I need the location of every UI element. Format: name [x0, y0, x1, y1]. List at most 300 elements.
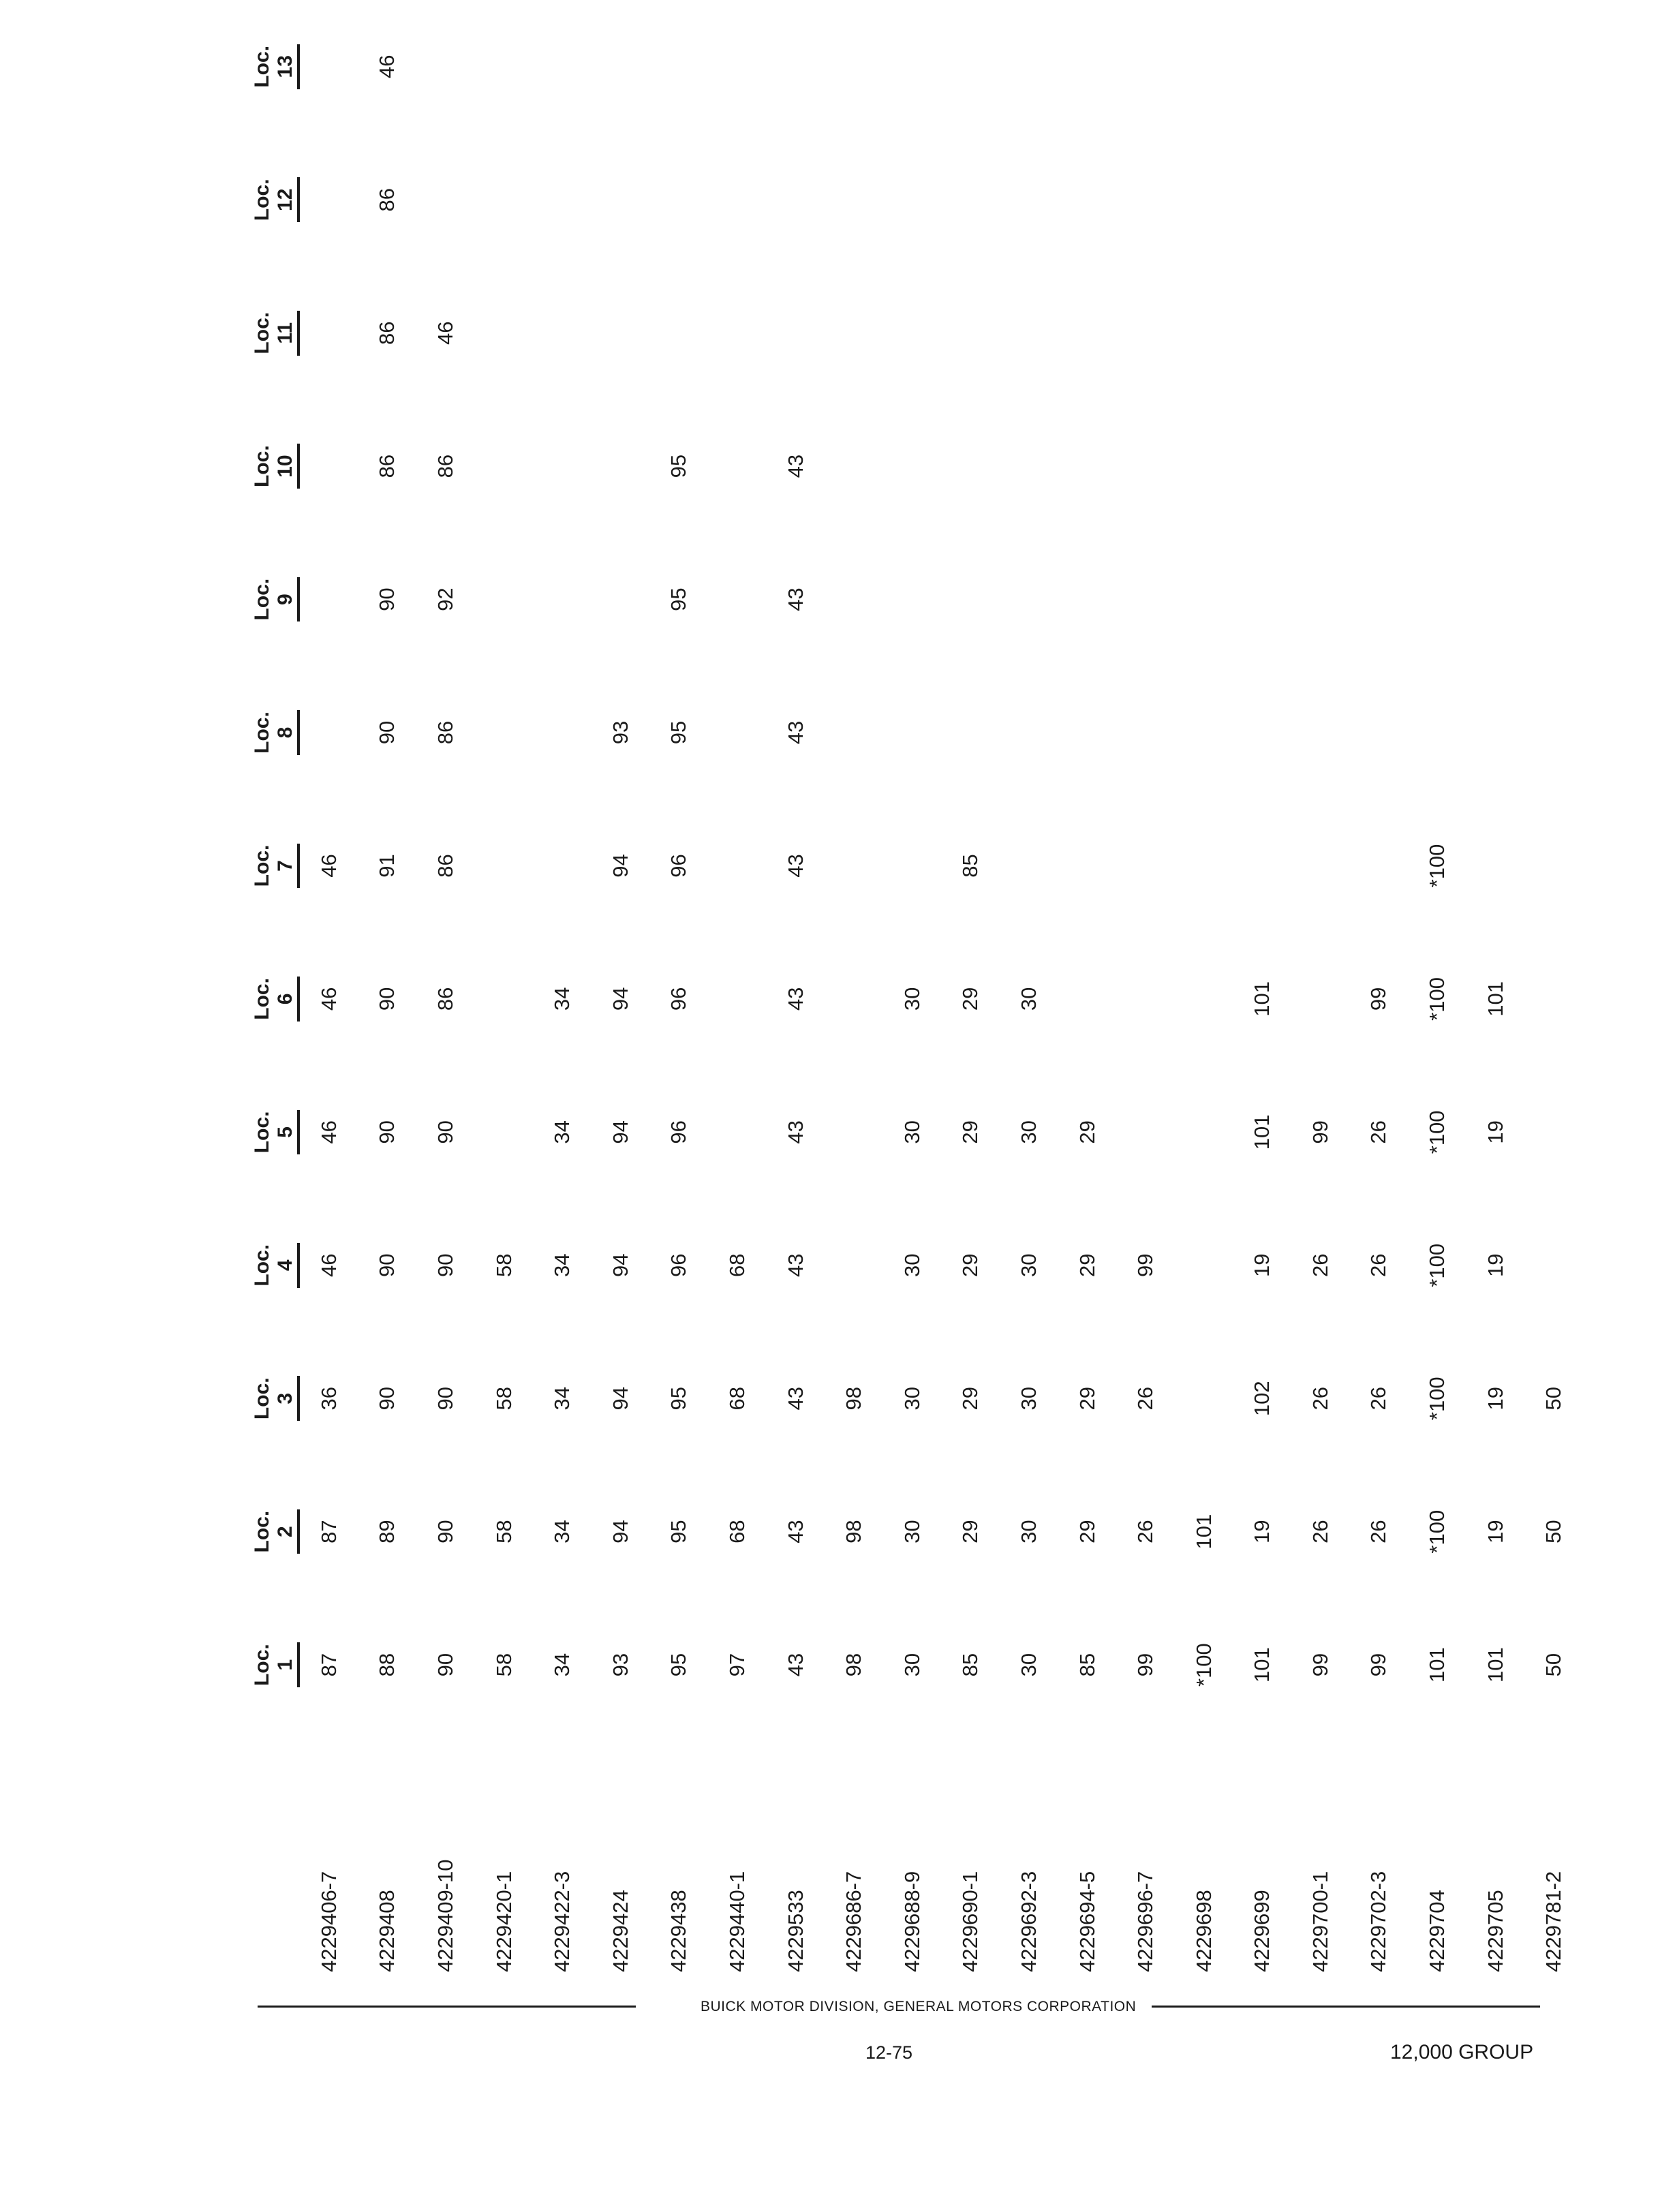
- location-value-cell: 19: [1250, 1253, 1274, 1278]
- location-value-cell: 30: [1016, 1253, 1041, 1278]
- part-number-cell: 4229690-1: [958, 1871, 983, 1972]
- location-value-cell: 87: [316, 1520, 341, 1543]
- location-value-cell: [1350, 134, 1409, 266]
- table-row: [1000, 0, 1058, 1976]
- location-value-cell: [533, 134, 591, 266]
- location-value-cell: [942, 0, 1000, 134]
- loc-header-5: [198, 1066, 300, 1199]
- location-value-cell: 95: [666, 587, 691, 611]
- location-value-cell: [708, 799, 767, 932]
- location-value-cell: 19: [1483, 1253, 1507, 1278]
- location-value-cell: 95: [666, 1386, 691, 1411]
- location-value-cell: [475, 266, 534, 399]
- location-value-cell: 101: [1250, 981, 1274, 1017]
- location-value-cell: 29: [1075, 1120, 1099, 1144]
- location-value-cell: 93: [608, 1653, 632, 1677]
- location-value-cell: [767, 266, 825, 399]
- location-value-cell: 101: [1483, 1647, 1507, 1683]
- location-value-cell: 29: [1075, 1520, 1099, 1543]
- table-row: [416, 0, 475, 1976]
- location-value-cell: 43: [783, 1520, 808, 1543]
- part-number-cell: 4229686-7: [842, 1871, 866, 1972]
- location-value-cell: 95: [666, 720, 691, 745]
- location-value-cell: [708, 399, 767, 532]
- table-row: [1291, 0, 1350, 1976]
- location-value-cell: 30: [1016, 1120, 1041, 1144]
- location-value-cell: [650, 266, 709, 399]
- loc-header-13: [198, 0, 300, 134]
- group-label: 12,000 GROUP: [1390, 2041, 1534, 2063]
- part-number-cell: 4229408: [375, 1890, 399, 1972]
- loc-header-label: Loc.: [251, 1510, 273, 1553]
- location-value-cell: [1175, 666, 1233, 799]
- location-value-cell: 96: [666, 1120, 691, 1144]
- location-value-cell: 30: [900, 1520, 924, 1543]
- location-value-cell: 29: [1075, 1386, 1099, 1411]
- loc-header-number: 6: [274, 993, 296, 1005]
- location-value-cell: [475, 134, 534, 266]
- location-value-cell: 43: [783, 587, 808, 611]
- location-value-cell: [1291, 134, 1350, 266]
- location-value-cell: [1350, 799, 1409, 932]
- location-value-cell: 93: [608, 720, 632, 745]
- loc-header-label: Loc.: [251, 978, 273, 1020]
- location-value-cell: [650, 0, 709, 134]
- location-value-cell: 89: [375, 1520, 399, 1543]
- location-value-cell: 102: [1250, 1381, 1274, 1417]
- table-row: [708, 0, 767, 1976]
- loc-header-label: Loc.: [251, 711, 273, 754]
- location-value-cell: [1350, 266, 1409, 399]
- parts-location-table: [198, 0, 1583, 1976]
- part-number-cell: 4229705: [1483, 1890, 1507, 1972]
- loc-header-4: [198, 1199, 300, 1332]
- location-value-cell: [533, 533, 591, 666]
- location-value-cell: 101: [1250, 1114, 1274, 1150]
- location-value-cell: [1524, 1199, 1583, 1332]
- location-value-cell: 34: [550, 1520, 574, 1543]
- location-value-cell: [1524, 134, 1583, 266]
- location-value-cell: 43: [783, 454, 808, 478]
- location-value-cell: 26: [1133, 1520, 1158, 1543]
- part-number-header-blank: [198, 1732, 300, 1976]
- loc-header-number: 11: [274, 322, 296, 344]
- location-value-cell: 94: [608, 854, 632, 878]
- loc-header-number: 7: [274, 860, 296, 872]
- location-value-cell: [650, 134, 709, 266]
- location-value-cell: [1291, 799, 1350, 932]
- location-value-cell: 95: [666, 1520, 691, 1543]
- table-row: [883, 0, 942, 1976]
- location-value-cell: [1350, 533, 1409, 666]
- location-value-cell: 30: [900, 1253, 924, 1278]
- page-number: 12-75: [865, 2042, 913, 2063]
- location-value-cell: [300, 666, 358, 799]
- location-value-cell: [1408, 399, 1466, 532]
- location-value-cell: [1058, 134, 1117, 266]
- location-value-cell: [883, 134, 942, 266]
- location-value-cell: [1291, 399, 1350, 532]
- location-value-cell: 26: [1366, 1253, 1391, 1278]
- location-value-cell: 30: [1016, 1386, 1041, 1411]
- location-value-cell: [1233, 134, 1292, 266]
- location-value-cell: [1000, 666, 1058, 799]
- location-value-cell: 43: [783, 854, 808, 878]
- location-value-cell: [708, 0, 767, 134]
- location-value-cell: [591, 399, 650, 532]
- location-value-cell: 43: [783, 1253, 808, 1278]
- loc-header-2: [198, 1465, 300, 1598]
- location-value-cell: 30: [900, 987, 924, 1011]
- location-value-cell: [1000, 533, 1058, 666]
- loc-header-11: [198, 266, 300, 399]
- location-value-cell: 92: [433, 587, 457, 611]
- location-value-cell: [1350, 399, 1409, 532]
- location-value-cell: [1466, 134, 1525, 266]
- location-value-cell: [1524, 932, 1583, 1065]
- part-number-cell: 4229438: [666, 1890, 691, 1972]
- location-value-cell: [416, 134, 475, 266]
- loc-header-number: 4: [274, 1259, 296, 1272]
- location-value-cell: *100: [1425, 1110, 1449, 1154]
- footer-rule-right: [1152, 2006, 1540, 2008]
- location-value-cell: 58: [491, 1653, 516, 1677]
- table-row: [1175, 0, 1233, 1976]
- location-value-cell: [1175, 1066, 1233, 1199]
- location-value-cell: [475, 0, 534, 134]
- location-value-cell: 50: [1541, 1653, 1566, 1677]
- location-value-cell: 101: [1250, 1647, 1274, 1683]
- location-value-cell: [1058, 0, 1117, 134]
- location-value-cell: [475, 932, 534, 1065]
- location-value-cell: [708, 533, 767, 666]
- location-value-cell: [1116, 932, 1175, 1065]
- location-value-cell: [533, 0, 591, 134]
- location-value-cell: 97: [724, 1653, 749, 1677]
- location-value-cell: [883, 0, 942, 134]
- location-value-cell: 43: [783, 720, 808, 745]
- location-value-cell: [1175, 932, 1233, 1065]
- location-value-cell: [1000, 799, 1058, 932]
- location-value-cell: 85: [958, 854, 983, 878]
- location-value-cell: [1116, 266, 1175, 399]
- location-value-cell: 46: [316, 1120, 341, 1144]
- location-value-cell: [708, 666, 767, 799]
- location-value-cell: [533, 799, 591, 932]
- location-value-cell: [1175, 0, 1233, 134]
- location-value-cell: 98: [842, 1386, 866, 1411]
- location-value-cell: [1058, 932, 1117, 1065]
- location-value-cell: 30: [900, 1386, 924, 1411]
- location-value-cell: 34: [550, 1120, 574, 1144]
- location-value-cell: [591, 0, 650, 134]
- location-value-cell: [883, 666, 942, 799]
- location-value-cell: 43: [783, 1120, 808, 1144]
- location-value-cell: [533, 666, 591, 799]
- location-value-cell: 101: [1425, 1647, 1449, 1683]
- loc-header-number: 2: [274, 1526, 296, 1538]
- loc-header-number: 13: [274, 55, 296, 78]
- location-value-cell: [825, 533, 883, 666]
- location-value-cell: [825, 932, 883, 1065]
- location-value-cell: [1175, 134, 1233, 266]
- location-value-cell: 90: [433, 1120, 457, 1144]
- location-value-cell: [942, 533, 1000, 666]
- location-value-cell: 29: [958, 1520, 983, 1543]
- location-value-cell: [1116, 666, 1175, 799]
- location-value-cell: [591, 134, 650, 266]
- location-value-cell: 46: [316, 1253, 341, 1278]
- location-value-cell: 29: [1075, 1253, 1099, 1278]
- location-value-cell: [825, 134, 883, 266]
- location-value-cell: [300, 0, 358, 134]
- location-value-cell: 94: [608, 1520, 632, 1543]
- location-value-cell: [1233, 0, 1292, 134]
- location-value-cell: 50: [1541, 1520, 1566, 1543]
- location-value-cell: 34: [550, 1653, 574, 1677]
- location-value-cell: [1524, 0, 1583, 134]
- location-value-cell: [1175, 1199, 1233, 1332]
- location-value-cell: [825, 799, 883, 932]
- location-value-cell: 26: [1308, 1520, 1332, 1543]
- table-row: [942, 0, 1000, 1976]
- location-value-cell: [475, 799, 534, 932]
- location-value-cell: [1466, 266, 1525, 399]
- location-value-cell: [1466, 799, 1525, 932]
- loc-header-label: Loc.: [251, 1111, 273, 1154]
- location-value-cell: 58: [491, 1520, 516, 1543]
- location-value-cell: 90: [375, 987, 399, 1011]
- location-value-cell: [1408, 533, 1466, 666]
- location-value-cell: 36: [316, 1386, 341, 1411]
- location-value-cell: 99: [1308, 1120, 1332, 1144]
- location-value-cell: [1466, 533, 1525, 666]
- location-value-cell: [475, 533, 534, 666]
- location-value-cell: 90: [375, 1253, 399, 1278]
- location-value-cell: [533, 399, 591, 532]
- location-value-cell: 29: [958, 987, 983, 1011]
- location-value-cell: [1116, 1066, 1175, 1199]
- location-value-cell: [1233, 799, 1292, 932]
- location-value-cell: 30: [1016, 1653, 1041, 1677]
- location-value-cell: *100: [1425, 1243, 1449, 1287]
- location-value-cell: [1233, 399, 1292, 532]
- location-value-cell: [1000, 0, 1058, 134]
- location-value-cell: [1524, 666, 1583, 799]
- location-value-cell: [1524, 1066, 1583, 1199]
- location-value-cell: [825, 0, 883, 134]
- location-value-cell: 101: [1191, 1514, 1216, 1550]
- table-row: [1350, 0, 1409, 1976]
- location-value-cell: 30: [1016, 1520, 1041, 1543]
- location-value-cell: 30: [1016, 987, 1041, 1011]
- location-value-cell: [1524, 799, 1583, 932]
- location-value-cell: [1350, 666, 1409, 799]
- location-value-cell: 94: [608, 1386, 632, 1411]
- part-number-cell: 4229440-1: [724, 1871, 749, 1972]
- location-value-cell: [883, 399, 942, 532]
- location-value-cell: 29: [958, 1120, 983, 1144]
- location-value-cell: 96: [666, 854, 691, 878]
- location-value-cell: [1058, 533, 1117, 666]
- table-row: [533, 0, 591, 1976]
- loc-header-label: Loc.: [251, 1644, 273, 1686]
- location-value-cell: [1175, 1332, 1233, 1465]
- part-number-cell: 4229781-2: [1541, 1871, 1566, 1972]
- location-value-cell: 30: [900, 1653, 924, 1677]
- part-number-cell: 4229422-3: [550, 1871, 574, 1972]
- location-value-cell: 98: [842, 1653, 866, 1677]
- location-value-cell: [1524, 533, 1583, 666]
- location-value-cell: 43: [783, 987, 808, 1011]
- location-value-cell: [300, 399, 358, 532]
- location-value-cell: [1175, 799, 1233, 932]
- location-value-cell: [1058, 666, 1117, 799]
- location-value-cell: *100: [1191, 1643, 1216, 1687]
- loc-header-label: Loc.: [251, 1244, 273, 1287]
- loc-header-label: Loc.: [251, 179, 273, 221]
- location-value-cell: [1466, 399, 1525, 532]
- location-value-cell: [1175, 399, 1233, 532]
- table-row: [1408, 0, 1466, 1976]
- location-value-cell: 86: [375, 454, 399, 478]
- loc-header-label: Loc.: [251, 844, 273, 887]
- location-value-cell: [300, 533, 358, 666]
- location-value-cell: 90: [375, 1120, 399, 1144]
- location-value-cell: 26: [1133, 1386, 1158, 1411]
- loc-header-label: Loc.: [251, 1377, 273, 1420]
- location-value-cell: 94: [608, 1120, 632, 1144]
- location-value-cell: [1116, 399, 1175, 532]
- location-value-cell: 90: [433, 1386, 457, 1411]
- location-value-cell: [1000, 266, 1058, 399]
- location-value-cell: [767, 0, 825, 134]
- location-value-cell: 86: [433, 854, 457, 878]
- part-number-cell: 4229409-10: [433, 1859, 457, 1972]
- location-value-cell: 101: [1483, 981, 1507, 1017]
- location-value-cell: [1524, 399, 1583, 532]
- location-value-cell: 68: [724, 1386, 749, 1411]
- location-value-cell: [1466, 0, 1525, 134]
- location-value-cell: 68: [724, 1253, 749, 1278]
- location-value-cell: 91: [375, 854, 399, 878]
- location-value-cell: 96: [666, 1253, 691, 1278]
- location-value-cell: 19: [1483, 1386, 1507, 1411]
- location-value-cell: [883, 533, 942, 666]
- location-value-cell: [1116, 134, 1175, 266]
- part-number-cell: 4229704: [1425, 1890, 1449, 1972]
- location-value-cell: [1233, 666, 1292, 799]
- location-value-cell: 46: [375, 55, 399, 79]
- location-value-cell: [1058, 799, 1117, 932]
- location-value-cell: 26: [1308, 1253, 1332, 1278]
- location-value-cell: [1058, 266, 1117, 399]
- location-value-cell: [942, 134, 1000, 266]
- part-number-cell: 4229406-7: [316, 1871, 341, 1972]
- loc-header-8: [198, 666, 300, 799]
- location-value-cell: [942, 266, 1000, 399]
- location-value-cell: [942, 399, 1000, 532]
- location-value-cell: 85: [1075, 1653, 1099, 1677]
- location-value-cell: *100: [1425, 1509, 1449, 1554]
- loc-header-10: [198, 399, 300, 532]
- location-value-cell: [1175, 533, 1233, 666]
- part-number-cell: 4229533: [783, 1890, 808, 1972]
- location-value-cell: 94: [608, 987, 632, 1011]
- location-value-cell: 95: [666, 454, 691, 478]
- location-value-cell: 99: [1133, 1253, 1158, 1278]
- location-value-cell: *100: [1425, 1377, 1449, 1421]
- location-value-cell: [300, 266, 358, 399]
- location-value-cell: *100: [1425, 977, 1449, 1021]
- part-number-cell: 4229698: [1191, 1890, 1216, 1972]
- table-row: [1233, 0, 1292, 1976]
- corporation-name: BUICK MOTOR DIVISION, GENERAL MOTORS CORPORATION: [701, 1999, 1137, 2014]
- location-value-cell: [825, 1199, 883, 1332]
- location-value-cell: [1175, 266, 1233, 399]
- location-value-cell: 43: [783, 1653, 808, 1677]
- loc-header-number: 5: [274, 1126, 296, 1138]
- location-value-cell: [708, 266, 767, 399]
- table-row: [1524, 0, 1583, 1976]
- table-header-row: [198, 0, 300, 1976]
- location-value-cell: 96: [666, 987, 691, 1011]
- location-value-cell: 95: [666, 1653, 691, 1677]
- table-row: [650, 0, 709, 1976]
- loc-header-label: Loc.: [251, 311, 273, 354]
- location-value-cell: [591, 266, 650, 399]
- location-value-cell: [767, 134, 825, 266]
- location-value-cell: 19: [1483, 1520, 1507, 1543]
- location-value-cell: 86: [433, 454, 457, 478]
- location-value-cell: [1408, 266, 1466, 399]
- loc-header-7: [198, 799, 300, 932]
- loc-header-number: 1: [274, 1659, 296, 1671]
- location-value-cell: 99: [1366, 987, 1391, 1011]
- location-value-cell: [300, 134, 358, 266]
- location-value-cell: [1524, 266, 1583, 399]
- location-value-cell: 58: [491, 1386, 516, 1411]
- location-value-cell: 29: [958, 1386, 983, 1411]
- table-row: [1466, 0, 1525, 1976]
- part-number-cell: 4229692-3: [1016, 1871, 1041, 1972]
- location-value-cell: 86: [375, 321, 399, 345]
- loc-header-label: Loc.: [251, 45, 273, 88]
- part-number-cell: 4229702-3: [1366, 1871, 1391, 1972]
- loc-header-6: [198, 932, 300, 1065]
- location-value-cell: [1116, 533, 1175, 666]
- location-value-cell: 99: [1308, 1653, 1332, 1677]
- table-row: [1116, 0, 1175, 1976]
- location-value-cell: 98: [842, 1520, 866, 1543]
- part-number-cell: 4229420-1: [491, 1871, 516, 1972]
- location-value-cell: 99: [1366, 1653, 1391, 1677]
- location-value-cell: [1350, 0, 1409, 134]
- loc-header-3: [198, 1332, 300, 1465]
- loc-header-1: [198, 1598, 300, 1731]
- location-value-cell: [533, 266, 591, 399]
- location-value-cell: [1291, 666, 1350, 799]
- location-value-cell: 68: [724, 1520, 749, 1543]
- location-value-cell: [825, 666, 883, 799]
- location-value-cell: [475, 1066, 534, 1199]
- location-value-cell: [1233, 266, 1292, 399]
- part-number-cell: 4229424: [608, 1890, 632, 1972]
- part-number-cell: 4229699: [1250, 1890, 1274, 1972]
- loc-header-12: [198, 134, 300, 266]
- location-value-cell: [1116, 0, 1175, 134]
- location-value-cell: [1233, 533, 1292, 666]
